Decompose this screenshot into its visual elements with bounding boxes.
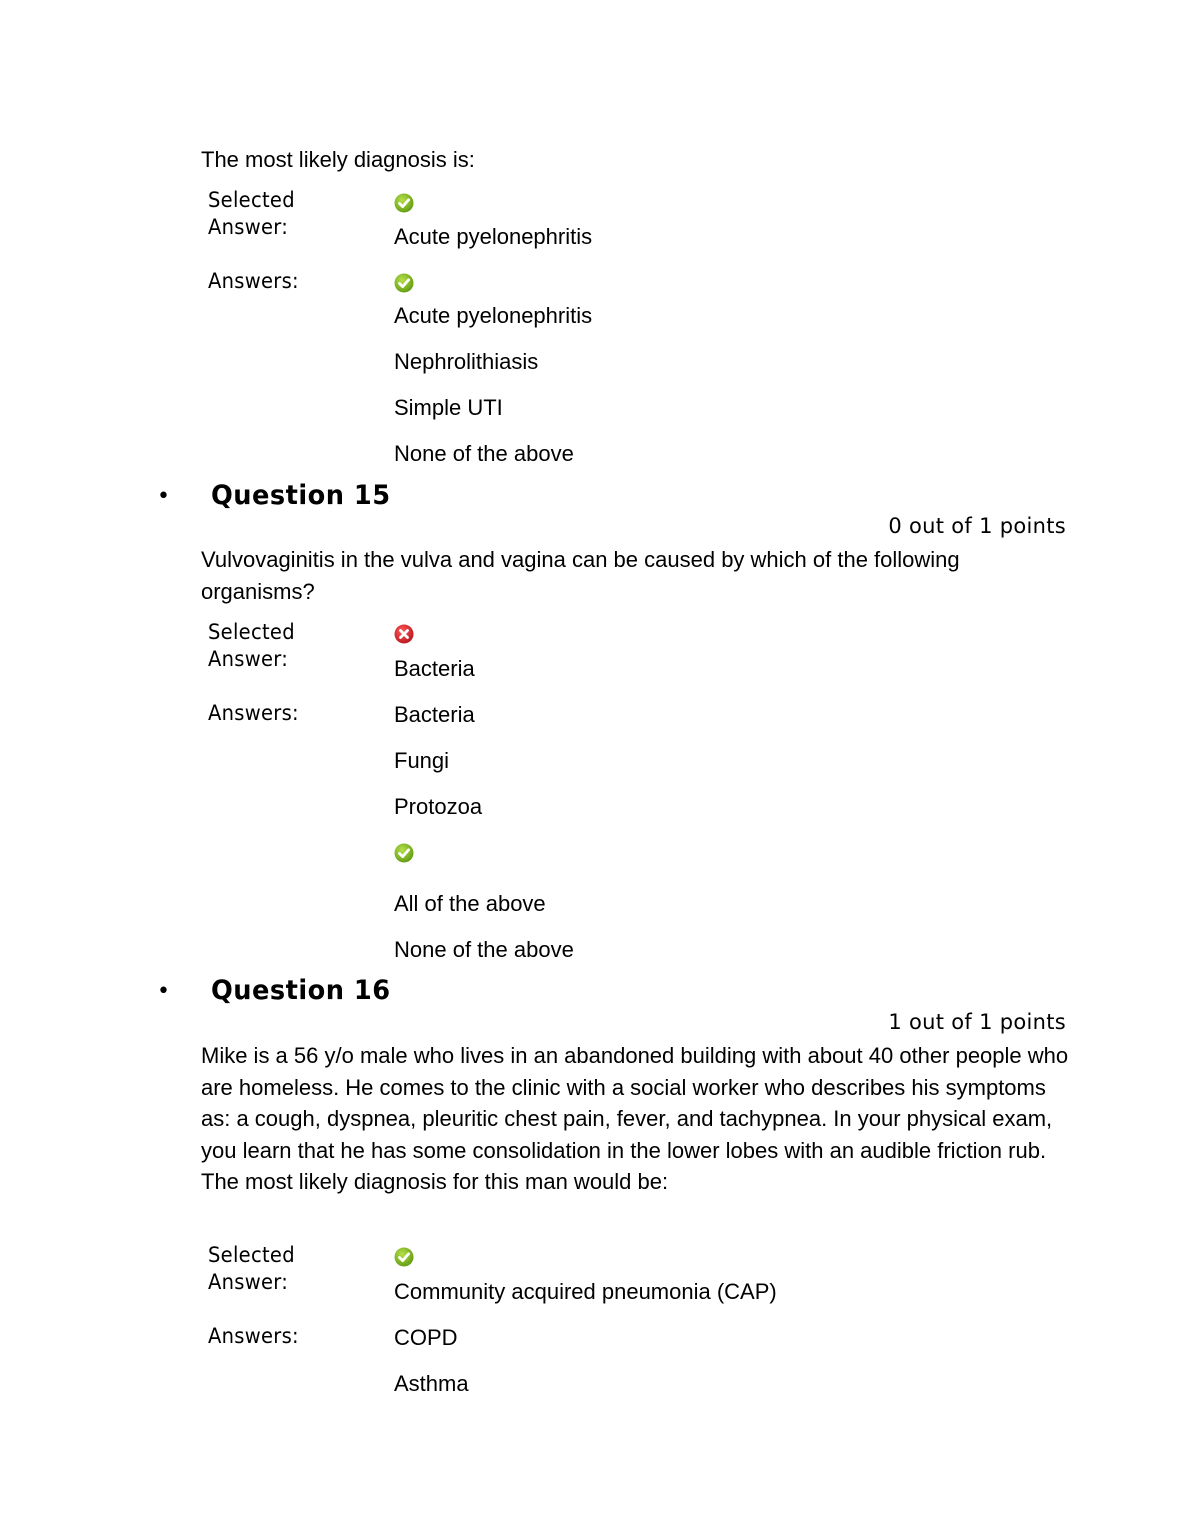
selected-answer-label — [208, 187, 295, 241]
answer-option: Protozoa — [394, 794, 483, 819]
label-line: Selected — [208, 620, 295, 644]
x-circle-icon — [394, 624, 414, 644]
question-title: Question 16 — [211, 975, 391, 1006]
answer-option: Nephrolithiasis — [394, 349, 539, 374]
list-bullet: • — [157, 484, 170, 509]
label-line: Answer: — [208, 215, 289, 239]
label-line: Answer: — [208, 1270, 289, 1294]
label-line: Selected — [208, 1243, 295, 1267]
question-prompt: Mike is a 56 y/o male who lives in an abandoned building with about 40 other people who are homeless. He comes to the clinic with a social worker who describes his symptoms as: a cough, dyspnea, pleuritic chest pain, fever, and tachypnea. In your physical exam, you learn that he has some consolidation in the lower lobes with an audible friction rub. The most likely diagnosis for this man would be: — [201, 1043, 1069, 1195]
selected-answer-label — [208, 1242, 295, 1296]
selected-answer: Bacteria — [394, 656, 475, 681]
answer-option: Acute pyelonephritis — [394, 303, 593, 328]
answers-label: Answers: — [208, 701, 299, 725]
answer-option: None of the above — [394, 441, 574, 466]
list-bullet: • — [157, 979, 170, 1004]
check-circle-icon — [394, 273, 414, 293]
answer-option: Simple UTI — [394, 395, 503, 420]
check-circle-icon — [394, 193, 414, 213]
selected-answer-label — [208, 619, 295, 673]
answer-option: Fungi — [394, 748, 450, 773]
selected-answer: Community acquired pneumonia (CAP) — [394, 1279, 777, 1304]
points-score: 0 out of 1 points — [888, 514, 1066, 538]
answer-option: Asthma — [394, 1371, 469, 1396]
answers-label: Answers: — [208, 269, 299, 293]
question-prompt: The most likely diagnosis is: — [201, 147, 475, 172]
question-title: Question 15 — [211, 480, 391, 511]
check-circle-icon — [394, 843, 414, 863]
answer-option: All of the above — [394, 891, 546, 916]
label-line: Selected — [208, 188, 295, 212]
answer-option: None of the above — [394, 937, 574, 962]
check-circle-icon — [394, 1247, 414, 1267]
answers-label: Answers: — [208, 1324, 299, 1348]
selected-answer: Acute pyelonephritis — [394, 224, 593, 249]
answer-option: COPD — [394, 1325, 458, 1350]
question-prompt: Vulvovaginitis in the vulva and vagina can be caused by which of the following organisms? — [201, 547, 960, 604]
answer-option: Bacteria — [394, 702, 475, 727]
points-score: 1 out of 1 points — [888, 1010, 1066, 1034]
label-line: Answer: — [208, 647, 289, 671]
